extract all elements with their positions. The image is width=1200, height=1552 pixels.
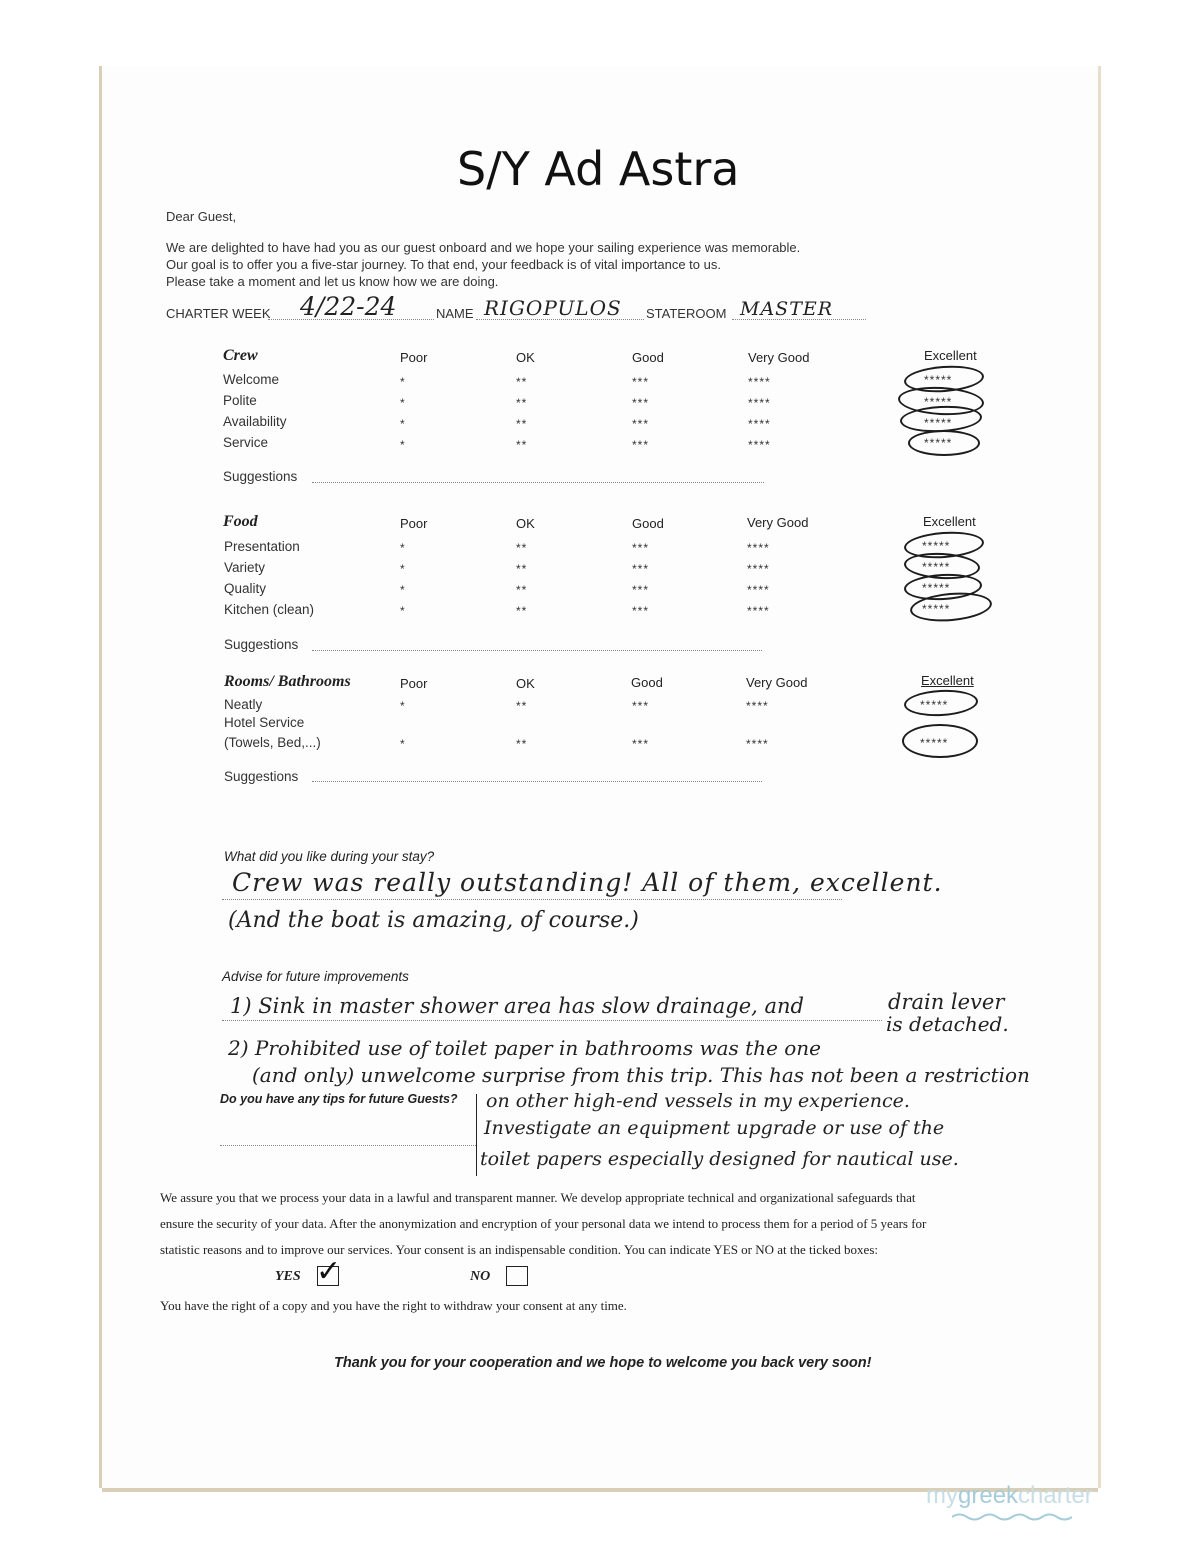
improve-answer-1c[interactable]: is detached. bbox=[886, 1012, 1009, 1036]
crew-suggestions-line[interactable] bbox=[312, 482, 764, 483]
page-title: S/Y Ad Astra bbox=[457, 142, 740, 196]
rating-star[interactable]: *** bbox=[632, 396, 650, 410]
improve-answer-3[interactable]: (and only) unwelcome surprise from this trip. This has not been a restriction bbox=[252, 1063, 1030, 1087]
rating-star[interactable]: ** bbox=[516, 541, 528, 555]
col-ok: OK bbox=[516, 676, 535, 691]
rating-star[interactable]: *** bbox=[632, 562, 650, 576]
rating-star[interactable]: **** bbox=[748, 375, 771, 389]
rating-star[interactable]: **** bbox=[746, 699, 769, 713]
liked-question: What did you like during your stay? bbox=[224, 849, 435, 864]
consent-no-checkbox[interactable] bbox=[506, 1266, 528, 1286]
col-poor: Poor bbox=[400, 516, 428, 531]
section-title-crew: Crew bbox=[223, 347, 258, 364]
rating-star[interactable]: ** bbox=[516, 583, 528, 597]
rating-star[interactable]: *** bbox=[632, 541, 650, 555]
improve-answer-4[interactable]: on other high-end vessels in my experience. bbox=[486, 1090, 910, 1112]
rating-star[interactable]: *** bbox=[632, 699, 650, 713]
liked-answer-line-2[interactable]: (And the boat is amazing, of course.) bbox=[228, 908, 639, 933]
name-value[interactable]: RIGOPULOS bbox=[484, 296, 622, 320]
food-suggestions-label: Suggestions bbox=[224, 637, 299, 652]
col-very-good: Very Good bbox=[746, 675, 808, 690]
rating-star[interactable]: * bbox=[400, 604, 406, 618]
food-item-kitchen: Kitchen (clean) bbox=[224, 602, 315, 617]
tips-question: Do you have any tips for future Guests? bbox=[220, 1092, 458, 1106]
rating-star-selected[interactable]: ***** bbox=[924, 436, 953, 450]
rating-star[interactable]: ** bbox=[516, 699, 528, 713]
food-item-quality: Quality bbox=[224, 581, 267, 596]
rating-star[interactable]: **** bbox=[747, 562, 770, 576]
privacy-line-1: We assure you that we process your data in a lawful and transparent manner. We develop appropriate technical and organizational safeguards that bbox=[160, 1190, 916, 1205]
col-good: Good bbox=[632, 350, 664, 365]
col-excellent: Excellent bbox=[924, 348, 977, 363]
liked-answer-line bbox=[222, 899, 842, 900]
improve-answer-6[interactable]: toilet papers especially designed for nautical use. bbox=[480, 1148, 959, 1170]
rating-star[interactable]: * bbox=[400, 375, 406, 389]
wave-icon bbox=[952, 1512, 1072, 1522]
col-ok: OK bbox=[516, 350, 535, 365]
rating-star[interactable]: ** bbox=[516, 417, 528, 431]
crew-item-polite: Polite bbox=[223, 393, 257, 408]
handwritten-bracket bbox=[476, 1094, 477, 1176]
section-title-food: Food bbox=[223, 513, 258, 530]
intro-line-2: Our goal is to offer you a five-star journey. To that end, your feedback is of vital importance to us. bbox=[166, 257, 721, 272]
food-suggestions-line[interactable] bbox=[312, 650, 762, 651]
rating-star-selected[interactable]: ***** bbox=[924, 373, 953, 387]
rating-star[interactable]: ** bbox=[516, 737, 528, 751]
intro-line-3: Please take a moment and let us know how we are doing. bbox=[166, 274, 499, 289]
rating-star-selected[interactable]: ***** bbox=[924, 416, 953, 430]
circled-rating-mark bbox=[908, 430, 980, 456]
rating-star[interactable]: ** bbox=[516, 375, 528, 389]
improve-answer-line bbox=[222, 1020, 882, 1021]
col-excellent: Excellent bbox=[921, 673, 974, 688]
improve-answer-5[interactable]: Investigate an equipment upgrade or use of the bbox=[484, 1117, 945, 1139]
improve-question: Advise for future improvements bbox=[222, 969, 409, 984]
rating-star[interactable]: * bbox=[400, 737, 406, 751]
rating-star-selected[interactable]: ***** bbox=[922, 581, 951, 595]
rating-star-selected[interactable]: ***** bbox=[922, 539, 951, 553]
rating-star-selected[interactable]: ***** bbox=[922, 602, 951, 616]
rating-star[interactable]: **** bbox=[746, 737, 769, 751]
rating-star[interactable]: ** bbox=[516, 604, 528, 618]
watermark-logo: mygreekcharter bbox=[926, 1482, 1093, 1509]
rating-star[interactable]: ** bbox=[516, 438, 528, 452]
rating-star[interactable]: * bbox=[400, 583, 406, 597]
col-poor: Poor bbox=[400, 676, 428, 691]
rating-star[interactable]: *** bbox=[632, 604, 650, 618]
food-item-presentation: Presentation bbox=[224, 539, 300, 554]
thank-you-text: Thank you for your cooperation and we hope to welcome you back very soon! bbox=[334, 1355, 872, 1371]
crew-item-availability: Availability bbox=[223, 414, 287, 429]
rating-star[interactable]: * bbox=[400, 541, 406, 555]
crew-item-service: Service bbox=[223, 435, 269, 450]
rooms-suggestions-line[interactable] bbox=[312, 781, 762, 782]
rating-star[interactable]: **** bbox=[747, 541, 770, 555]
rating-star[interactable]: *** bbox=[632, 737, 650, 751]
rating-star[interactable]: **** bbox=[748, 417, 771, 431]
stateroom-value[interactable]: MASTER bbox=[740, 298, 834, 320]
section-title-rooms: Rooms/ Bathrooms bbox=[224, 673, 351, 690]
rating-star[interactable]: **** bbox=[748, 438, 771, 452]
checkmark-icon: ✓ bbox=[316, 1254, 342, 1289]
col-ok: OK bbox=[516, 516, 535, 531]
rating-star-selected[interactable]: ***** bbox=[920, 698, 949, 712]
circled-rating-mark bbox=[902, 724, 978, 758]
rights-text: You have the right of a copy and you have the right to withdraw your consent at any time. bbox=[160, 1298, 627, 1313]
rating-star[interactable]: * bbox=[400, 699, 406, 713]
greeting: Dear Guest, bbox=[166, 209, 237, 224]
improve-answer-1[interactable]: 1) Sink in master shower area has slow drainage, and bbox=[230, 994, 804, 1018]
col-good: Good bbox=[632, 516, 664, 531]
rooms-item-neatly: Neatly bbox=[224, 697, 263, 712]
col-good: Good bbox=[631, 675, 663, 690]
rating-star[interactable]: * bbox=[400, 562, 406, 576]
rating-star[interactable]: * bbox=[400, 438, 406, 452]
crew-item-welcome: Welcome bbox=[223, 372, 280, 387]
charter-week-value[interactable]: 4/22-24 bbox=[300, 292, 397, 321]
rooms-suggestions-label: Suggestions bbox=[224, 769, 299, 784]
crew-suggestions-label: Suggestions bbox=[223, 469, 298, 484]
rating-star[interactable]: * bbox=[400, 396, 406, 410]
privacy-line-2: ensure the security of your data. After the anonymization and encryption of your personal data we intend to process them for a period of 5 years for bbox=[160, 1216, 927, 1231]
rooms-item-hotel-service: Hotel Service bbox=[224, 715, 305, 730]
col-excellent: Excellent bbox=[923, 514, 976, 529]
consent-no-label: NO bbox=[470, 1269, 491, 1284]
improve-answer-1b[interactable]: drain lever bbox=[888, 990, 1005, 1014]
rating-star[interactable]: * bbox=[400, 417, 406, 431]
liked-answer-line-1[interactable]: Crew was really outstanding! All of them, excellent. bbox=[232, 868, 943, 897]
col-very-good: Very Good bbox=[748, 350, 810, 365]
stateroom-label: STATEROOM bbox=[646, 306, 727, 321]
rating-star[interactable]: **** bbox=[748, 396, 771, 410]
rating-star-selected[interactable]: ***** bbox=[924, 395, 953, 409]
intro-line-1: We are delighted to have had you as our guest onboard and we hope your sailing experience was memorable. bbox=[166, 240, 801, 255]
improve-answer-2[interactable]: 2) Prohibited use of toilet paper in bathrooms was the one bbox=[228, 1036, 822, 1060]
rating-star[interactable]: **** bbox=[747, 583, 770, 597]
col-poor: Poor bbox=[400, 350, 428, 365]
tips-answer-line[interactable] bbox=[220, 1145, 476, 1146]
rating-star[interactable]: ** bbox=[516, 562, 528, 576]
rating-star[interactable]: ** bbox=[516, 396, 528, 410]
rating-star[interactable]: *** bbox=[632, 438, 650, 452]
food-item-variety: Variety bbox=[224, 560, 266, 575]
rating-star[interactable]: **** bbox=[747, 604, 770, 618]
col-very-good: Very Good bbox=[747, 515, 809, 530]
name-label: NAME bbox=[436, 306, 474, 321]
rating-star[interactable]: *** bbox=[632, 375, 650, 389]
rating-star[interactable]: *** bbox=[632, 417, 650, 431]
rating-star-selected[interactable]: ***** bbox=[922, 560, 951, 574]
charter-week-label: CHARTER WEEK bbox=[166, 306, 271, 321]
rating-star-selected[interactable]: ***** bbox=[920, 736, 949, 750]
consent-yes-label: YES bbox=[275, 1269, 301, 1284]
privacy-line-3: statistic reasons and to improve our services. Your consent is an indispensable condition. You can indicate YES or NO at the ticked boxes: bbox=[160, 1242, 879, 1257]
rooms-item-towels-bed: (Towels, Bed,...) bbox=[224, 735, 321, 750]
rating-star[interactable]: *** bbox=[632, 583, 650, 597]
